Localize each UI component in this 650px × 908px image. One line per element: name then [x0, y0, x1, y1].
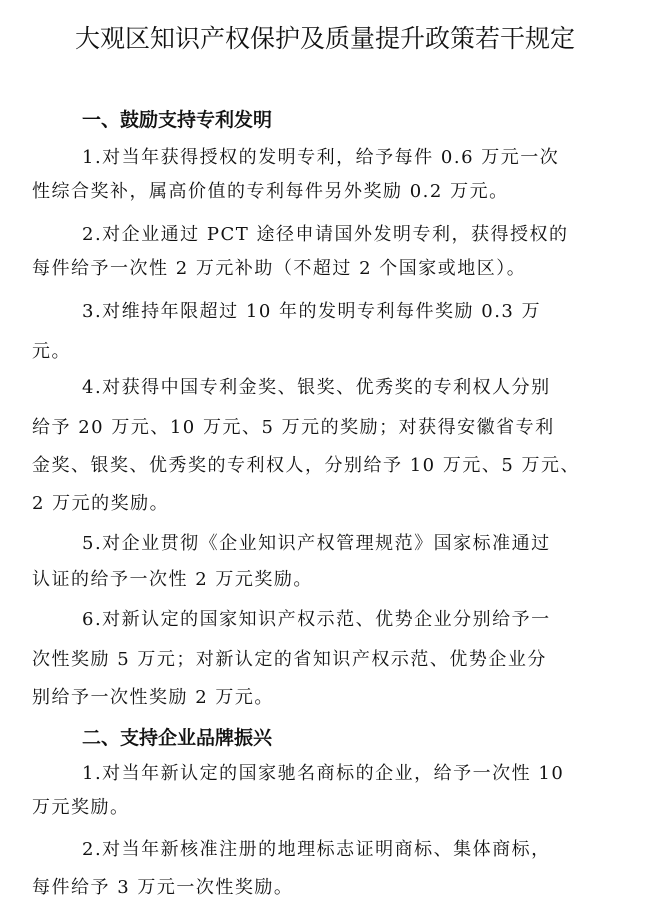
- paragraph-line: 金奖、银奖、优秀奖的专利权人，分别给予 10 万元、5 万元、: [32, 455, 581, 476]
- paragraph-line: 别给予一次性奖励 2 万元。: [32, 687, 274, 708]
- paragraph-line: 万元奖励。: [32, 797, 130, 818]
- section-heading-1: 一、鼓励支持专利发明: [82, 109, 273, 131]
- document-title: 大观区知识产权保护及质量提升政策若干规定: [74, 24, 575, 53]
- paragraph-line: 2.对当年新核准注册的地理标志证明商标、集体商标，: [82, 839, 551, 860]
- paragraph-line: 每件给予 3 万元一次性奖励。: [32, 877, 294, 898]
- section-heading-2: 二、支持企业品牌振兴: [82, 727, 273, 749]
- paragraph-line: 1.对当年新认定的国家驰名商标的企业，给予一次性 10: [82, 763, 565, 784]
- paragraph-line: 次性奖励 5 万元；对新认定的省知识产权示范、优势企业分: [32, 649, 547, 670]
- paragraph-line: 2 万元的奖励。: [32, 493, 170, 514]
- paragraph-line: 2.对企业通过 PCT 途径申请国外发明专利，获得授权的: [82, 224, 569, 245]
- paragraph-line: 4.对获得中国专利金奖、银奖、优秀奖的专利权人分别: [82, 377, 551, 398]
- paragraph-line: 给予 20 万元、10 万元、5 万元的奖励；对获得安徽省专利: [32, 417, 555, 438]
- paragraph-line: 5.对企业贯彻《企业知识产权管理规范》国家标准通过: [82, 533, 551, 554]
- paragraph-line: 性综合奖补，属高价值的专利每件另外奖励 0.2 万元。: [32, 181, 509, 202]
- paragraph-line: 每件给予一次性 2 万元补助（不超过 2 个国家或地区）。: [32, 258, 527, 279]
- paragraph-line: 认证的给予一次性 2 万元奖励。: [32, 569, 313, 590]
- paragraph-line: 6.对新认定的国家知识产权示范、优势企业分别给予一: [82, 609, 551, 630]
- paragraph-line: 元。: [32, 341, 71, 362]
- paragraph-line: 1.对当年获得授权的发明专利，给予每件 0.6 万元一次: [82, 147, 560, 168]
- paragraph-line: 3.对维持年限超过 10 年的发明专利每件奖励 0.3 万: [82, 301, 542, 322]
